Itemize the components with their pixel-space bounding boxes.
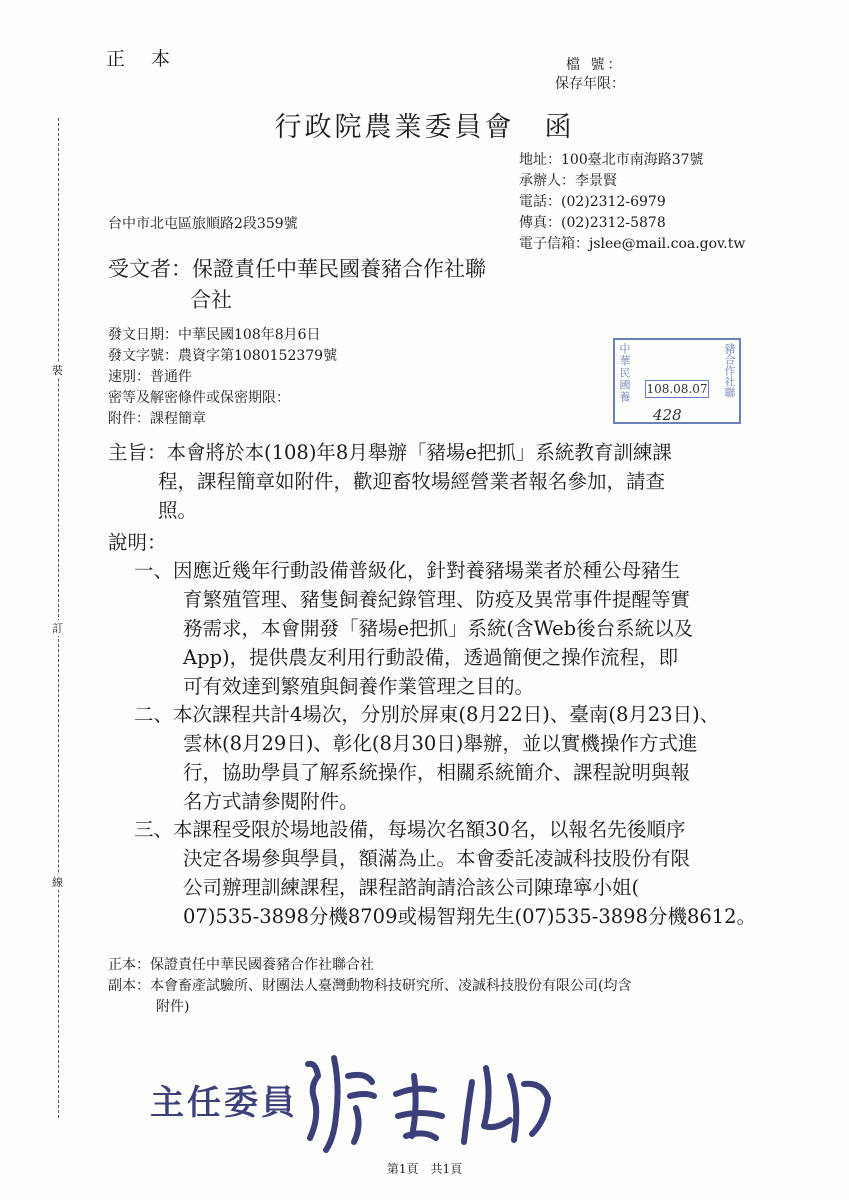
secrecy-level: 密等及解密條件或保密期限：: [108, 390, 290, 406]
item-line: 07)535-3898分機8709或楊智翔先生(07)535-3898分機8612。: [183, 905, 757, 928]
recipient-line-2: 合社: [190, 288, 232, 312]
duplicate-recipients-cont: 附件): [156, 999, 190, 1015]
binding-mark-xian: 線: [52, 876, 63, 889]
archive-number-label: 檔 號：: [566, 57, 625, 73]
stamp-org-line-1: 中華民國養: [618, 343, 631, 403]
signature-handwritten: [296, 1046, 566, 1156]
contact-email: 電子信箱：jslee@mail.coa.gov.tw: [519, 236, 746, 252]
item-line: 一、因應近幾年行動設備普級化，針對養豬場業者於種公母豬生: [134, 559, 681, 582]
item-line: 決定各場參與學員，額滿為止。本會委託凌誠科技股份有限: [183, 847, 691, 870]
attachment: 附件：課程簡章: [108, 411, 206, 427]
delivery-speed: 速別：普通件: [108, 369, 192, 385]
stamp-number: 428: [653, 406, 682, 424]
binding-mark-ding: 訂: [52, 622, 63, 635]
contact-handler: 承辦人：李景賢: [519, 173, 617, 189]
item-line: 育繁殖管理、豬隻飼養紀錄管理、防疫及異常事件提醒等實: [183, 588, 691, 611]
item-line: 名方式請參閱附件。: [183, 790, 359, 813]
retention-period-label: 保存年限：: [555, 76, 625, 92]
item-line: App)，提供農友利用行動設備，透過簡便之操作流程，即: [183, 646, 679, 669]
subject: [108, 438, 672, 525]
recipient-line-1: 受文者：保證責任中華民國養豬合作社聯: [108, 257, 486, 281]
contact-fax: 傳真：(02)2312-5878: [519, 215, 666, 231]
recipient: [108, 254, 486, 316]
item-line: 公司辦理訓練課程，課程諮詢請洽該公司陳瑋寧小姐(: [183, 876, 640, 899]
binding-mark-zhuang: 裝: [52, 364, 63, 377]
document-number: 發文字號：農資字第1080152379號: [108, 348, 338, 364]
explanation-item-2: [134, 700, 719, 816]
subject-line-2: 程，課程簡章如附件，歡迎畜牧場經營業者報名參加，請查: [158, 470, 666, 493]
contact-address: 地址：100臺北市南海路37號: [519, 152, 704, 168]
subject-line-3: 照。: [158, 499, 198, 522]
item-line: 可有效達到繁殖與飼養作業管理之目的。: [183, 675, 535, 698]
item-line: 二、本次課程共計4場次，分別於屏東(8月22日)、臺南(8月23日)、: [134, 703, 720, 726]
issue-date: 發文日期：中華民國108年8月6日: [108, 327, 321, 343]
page-number: 第1頁 共1頁: [386, 1162, 463, 1176]
original-recipient: 正本：保證責任中華民國養豬合作社聯合社: [108, 957, 374, 973]
original-copy-label: 正 本: [106, 48, 181, 70]
item-line: 行，協助學員了解系統操作，相關系統簡介、課程說明與報: [183, 761, 691, 784]
explanation-item-1: [134, 556, 693, 701]
document-title: 行政院農業委員會 函: [274, 112, 575, 143]
stamp-date: 108.08.07: [646, 382, 708, 396]
item-line: 三、本課程受限於場地設備，每場次名額30名，以報名先後順序: [134, 818, 686, 841]
subject-line-1: 主旨：本會將於本(108)年8月舉辦「豬場e把抓」系統教育訓練課: [108, 441, 672, 464]
item-line: 務需求，本會開發「豬場e把抓」系統(含Web後台系統以及: [183, 617, 694, 640]
contact-phone: 電話：(02)2312-6979: [519, 194, 666, 210]
receipt-stamp: [613, 338, 741, 424]
duplicate-recipients: 副本：本會畜產試驗所、財團法人臺灣動物科技研究所、凌誠科技股份有限公司(均含: [108, 978, 632, 994]
item-line: 雲林(8月29日)、彰化(8月30日)舉辦，並以實機操作方式進: [183, 732, 698, 755]
stamp-org-line-2: 豬合作社聯: [723, 343, 736, 398]
explanation-heading: 說明：: [108, 531, 167, 554]
signature-title: 主任委員: [150, 1083, 298, 1123]
explanation-item-3: [134, 815, 756, 931]
binding-line: [58, 118, 59, 1118]
recipient-address: 台中市北屯區旅順路2段359號: [108, 216, 298, 232]
